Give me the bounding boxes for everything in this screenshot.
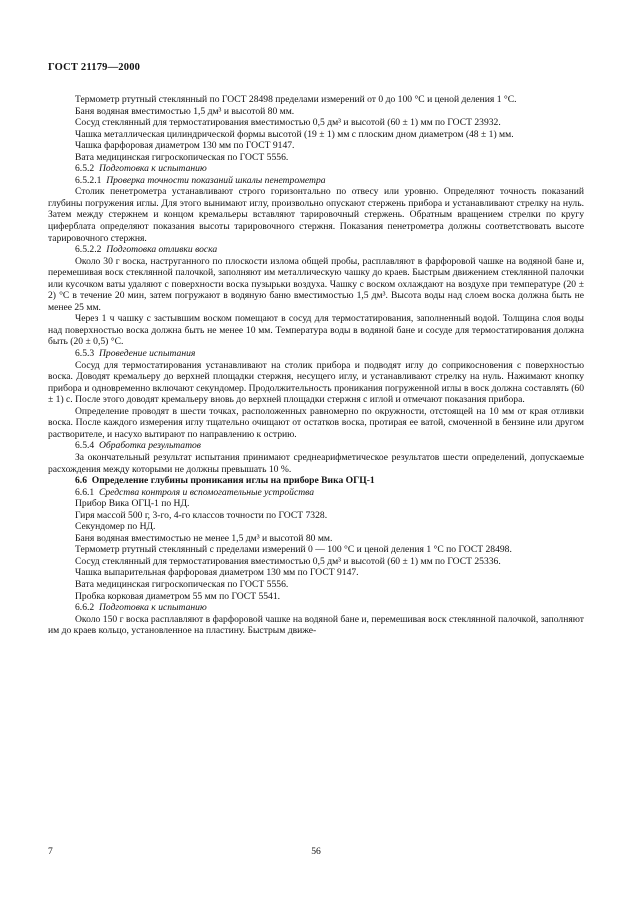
subsection-heading [48,244,584,256]
document-body [48,94,584,637]
paragraph: Баня водяная вместимостью 1,5 дм³ и высотой 80 мм. [75,105,295,117]
section-number: 6.6.2 [75,602,95,614]
heading-text: Определение глубины проникания иглы на приборе Вика ОГЦ-1 [91,475,375,487]
paragraph: Около 30 г воска, наструганного по плоскости излома общей пробы, расплавляют в фарфоровой чашке на водяной бане и, перемешивая воск стеклянной палочкой, заполняют им металлическую чашку до краев. Быстрым движением стеклянной палочки или кусочком ваты удаляют с поверхности воска пузырьки воздуха. Чашку с воском охлаждают на воздухе при температуре (20 ± 2) °С в течение 20 мин, затем погружают в водяную баню вместимостью 1,5 дм³. Высота воды над слоем воска должна быть не менее 25 мм. [48,255,584,313]
heading-text: Подготовка к испытанию [98,163,207,175]
subsection-heading [48,487,584,499]
document-header: ГОСТ 21179—2000 [48,62,141,73]
paragraph: Вата медицинская гигроскопическая по ГОСТ 5556. [75,151,289,163]
subsection-heading [48,163,584,175]
paragraph: Около 150 г воска расплавляют в фарфоровой чашке на водяной бане и, перемешивая воск стеклянной палочкой, заполняют им до краев кольцо, установленное на пластину. Быстрым движе- [48,613,584,637]
paragraph: Термометр ртутный стеклянный с пределами измерений 0 — 100 °С и ценой деления 1 °С по ГОСТ 28498. [75,544,512,556]
section-number: 6.5.2.1 [75,174,102,186]
footer-sheet-number: 7 [48,846,53,857]
heading-text: Обработка результатов [98,440,201,452]
section-number: 6.5.4 [75,440,95,452]
section-number: 6.5.3 [75,348,95,360]
paragraph: Секундомер по НД. [75,521,156,533]
paragraph: Пробка корковая диаметром 55 мм по ГОСТ 5541. [75,590,281,602]
paragraph: Баня водяная вместимостью не менее 1,5 дм³ и высотой 80 мм. [75,532,333,544]
paragraph: Столик пенетрометра устанавливают строго горизонтально по отвесу или уровню. Определяют точность показаний глубины погружения иглы. Для этого вынимают иглу, произвольно опускают стержень прибора и устанавливают стрелку на нуль. Затем между стержнем и концом кремальеры вставляют тарировочный стержень. Обратным вращением стрелки по кругу циферблата определяют показания высоты тарировочного стержня. Показания пенетрометра должны соответствовать высоте тарировочного стержня. [48,186,584,244]
heading-text: Проверка точности показаний шкалы пенетрометра [106,174,326,186]
section-number: 6.6 [75,475,87,487]
paragraph: За окончательный результат испытания принимают среднеарифметическое результатов шести определений, допускаемые расхождения между которыми не должны превышать 10 %. [48,451,584,475]
paragraph: Через 1 ч чашку с застывшим воском помещают в сосуд для термостатирования, заполненный водой. Толщина слоя воды над поверхностью воска должна быть не менее 10 мм. Температура воды в водяной бане и сосуде для термостатирования должна быть (20 ± 0,5) °С. [48,313,584,348]
paragraph: Сосуд стеклянный для термостатирования вместимостью 0,5 дм³ и высотой (60 ± 1) мм по ГОСТ 25336. [75,555,501,567]
subsection-heading [48,440,584,452]
paragraph: Сосуд для термостатирования устанавливают на столик прибора и подводят иглу до соприкосновения с поверхностью воска. Доводят кремальеру до верхней площадки стержня, несущего иглу, и устанавливают стрелку на нуль. Нажимают кнопку прибора и одновременно включают секундомер. Продолжительность проникания погруженной иглы в воск должна составлять (60 ± 1) с. После этого доводят кремальеру вновь до верхней площадки стержня с иглой и отмечают показания прибора. [48,359,584,406]
subsection-heading [48,175,584,187]
paragraph: Вата медицинская гигроскопическая по ГОСТ 5556. [75,578,289,590]
heading-text: Проведение испытания [98,348,196,360]
paragraph: Сосуд стеклянный для термостатирования вместимостью 0,5 дм³ и высотой (60 ± 1) мм по ГОСТ 23932. [75,117,501,129]
paragraph: Чашка выпарительная фарфоровая диаметром 130 мм по ГОСТ 9147. [75,567,359,579]
paragraph: Чашка металлическая цилиндрической формы высотой (19 ± 1) мм с плоским дном диаметром (48 ± 1) мм. [75,128,514,140]
section-number: 6.5.2 [75,163,95,175]
heading-text: Подготовка к испытанию [98,602,207,614]
section-number: 6.6.1 [75,486,95,498]
paragraph: Гиря массой 500 г, 3-го, 4-го классов точности по ГОСТ 7328. [75,509,328,521]
heading-text: Подготовка отливки воска [106,244,218,256]
paragraph: Чашка фарфоровая диаметром 130 мм по ГОСТ 9147. [75,140,295,152]
subsection-heading [48,348,584,360]
paragraph: Определение проводят в шести точках, расположенных равномерно по окружности, отстоящей на 10 мм от края отливки воска. После каждого измерения иглу тщательно очищают от остатков воска, протирая ее ватой, смоченной в бензине или другом растворителе, и насухо вытирают по направлению к острию. [48,405,584,440]
subsection-heading [48,602,584,614]
paragraph: Прибор Вика ОГЦ-1 по НД. [75,498,190,510]
paragraph: Термометр ртутный стеклянный по ГОСТ 28498 пределами измерений от 0 до 100 °С и ценой деления 1 °С. [75,94,517,105]
section-heading [48,475,584,487]
section-number: 6.5.2.2 [75,244,102,256]
heading-text: Средства контроля и вспомогательные устройства [98,486,315,498]
page-number: 56 [311,846,321,857]
